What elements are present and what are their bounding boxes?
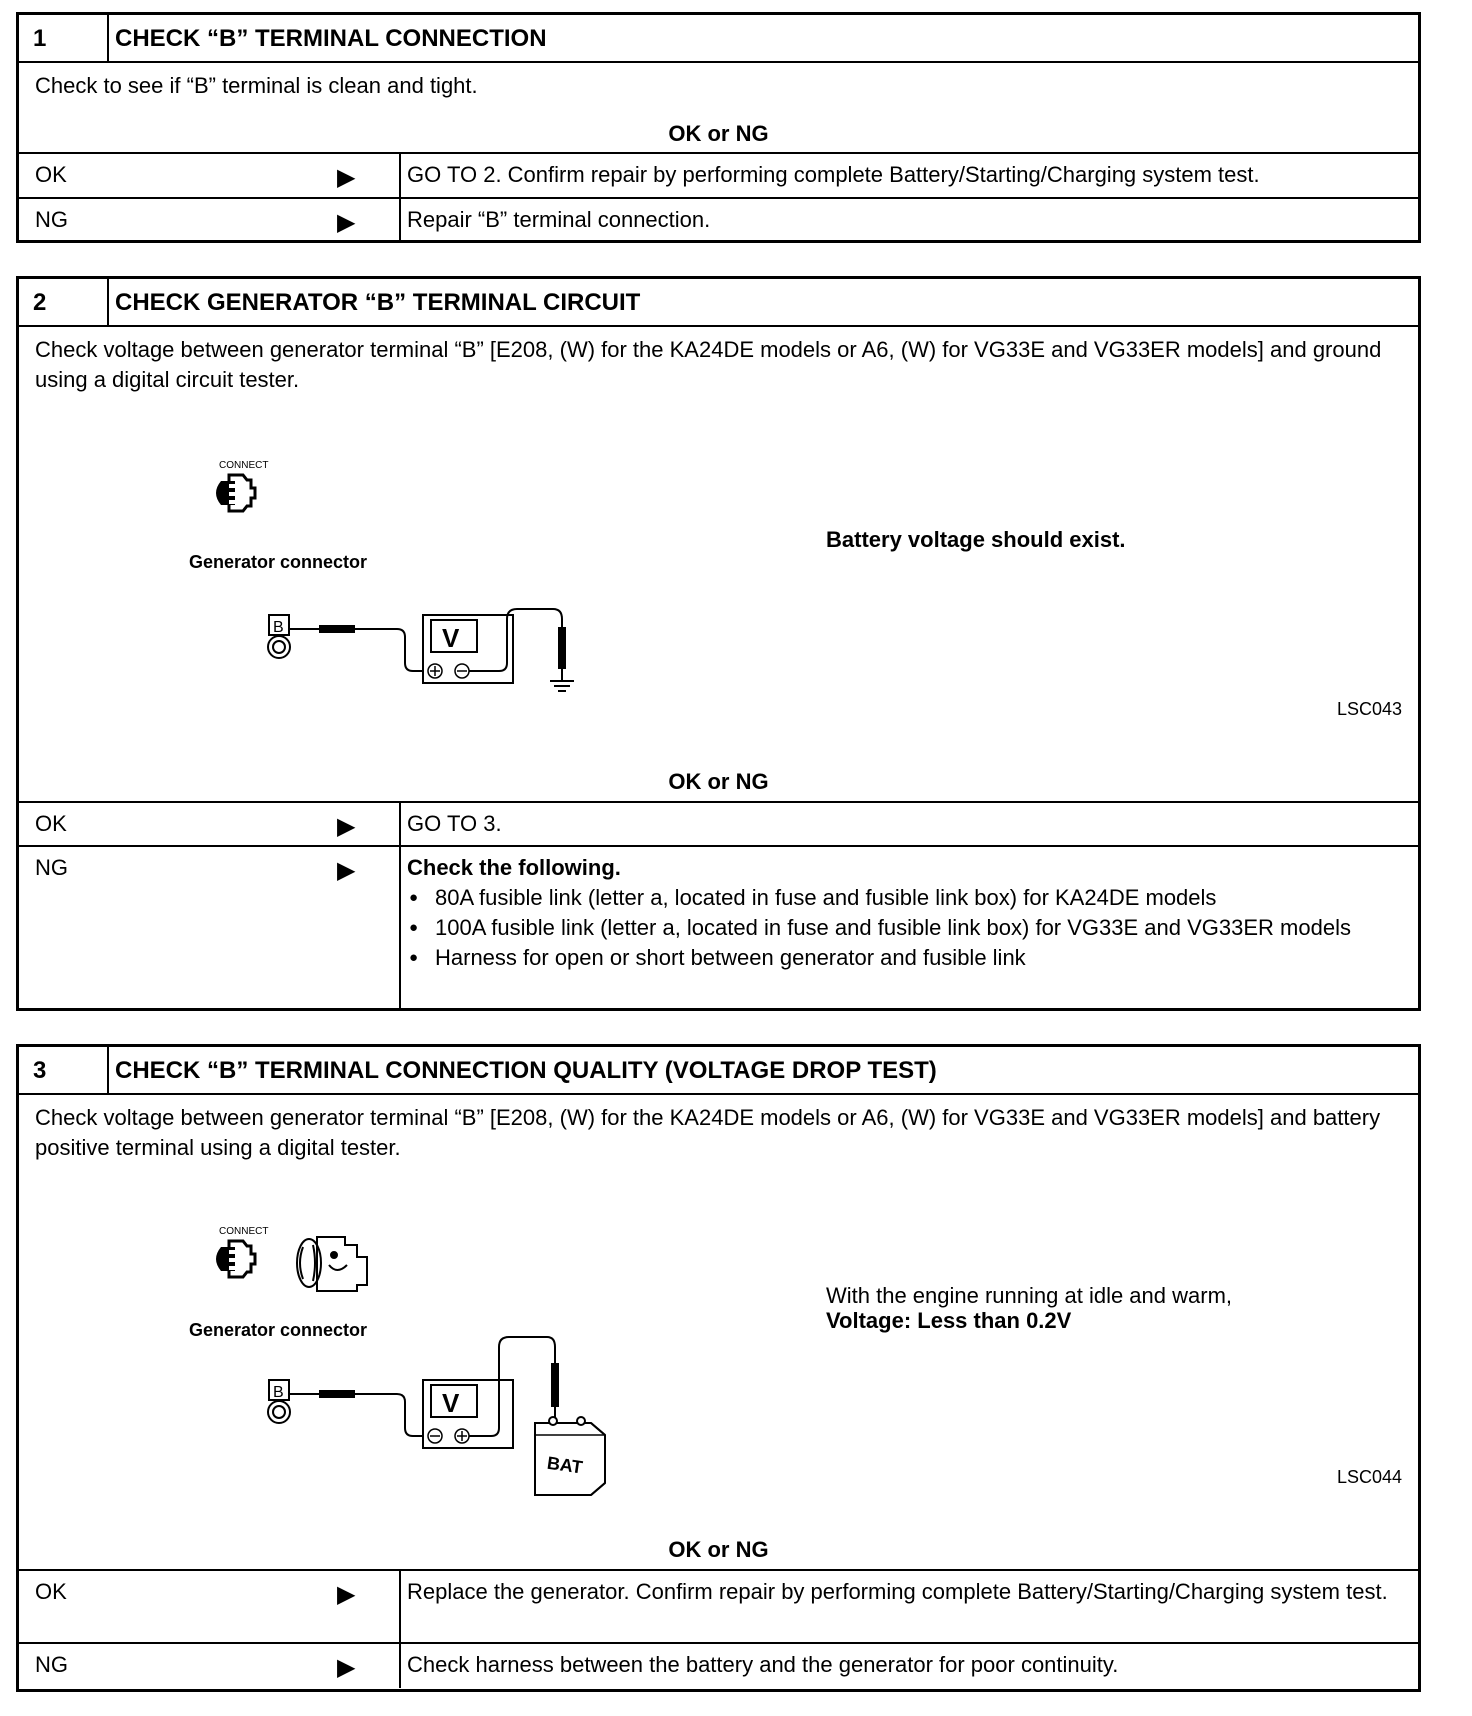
step-1-instruction: Check to see if “B” terminal is clean and tight.: [35, 73, 478, 98]
step-2-diagram: [169, 457, 619, 727]
step-3-terminal-b: B: [273, 1384, 284, 1401]
list-item: ● 80A fusible link (letter a, located in fuse and fusible link box) for KA24DE models: [407, 883, 1410, 913]
connect-label: CONNECT: [219, 1226, 269, 1237]
step-3-ok-or-ng: OK or NG: [668, 1537, 769, 1562]
step-3-number: 3: [19, 1047, 109, 1093]
step-1-number: 1: [19, 15, 109, 61]
step-2-table: [16, 276, 1421, 1011]
step-2-terminal-b: B: [273, 619, 284, 636]
step-1-body: [19, 61, 1418, 152]
step-2-ok-row: [19, 801, 1418, 845]
step-1-ok-action: GO TO 2. Confirm repair by performing complete Battery/Starting/Charging system test.: [407, 162, 1260, 187]
voltmeter-icon: [423, 615, 513, 683]
step-3-spec: Voltage: Less than 0.2V: [826, 1308, 1072, 1333]
step-2-figure-code: LSC043: [1336, 699, 1402, 719]
arrow-right-icon: ▶: [337, 1654, 356, 1681]
step-3-instruction: Check voltage between generator terminal “B” [E208, (W) for the KA24DE models or A6, (W) for VG33E and VG33ER models] and battery positive terminal using a digital tester.: [35, 1105, 1381, 1160]
connect-label: CONNECT: [219, 460, 269, 471]
step-2-title: CHECK GENERATOR “B” TERMINAL CIRCUIT: [115, 289, 641, 316]
step-2-meter-label: V: [442, 623, 460, 653]
step-2-instruction: Check voltage between generator terminal “B” [E208, (W) for the KA24DE models or A6, (W) for VG33E and VG33ER models] and ground using a digital circuit tester.: [35, 337, 1382, 392]
step-3-connector-caption: Generator connector: [189, 1320, 368, 1340]
step-3-ng-action: Check harness between the battery and the generator for poor continuity.: [407, 1652, 1119, 1677]
step-2-ng-label: NG: [35, 855, 68, 880]
arrow-right-icon: ▶: [337, 1581, 356, 1608]
step-2-result-note: Battery voltage should exist.: [826, 527, 1126, 552]
step-2-header: [19, 279, 1418, 325]
step-2-ok-label: OK: [35, 811, 67, 836]
step-3-table: [16, 1044, 1421, 1692]
step-3-body: [19, 1093, 1418, 1569]
step-2-ng-list: [407, 883, 1410, 973]
step-2-ng-action: [401, 847, 1418, 1011]
step-1-title: CHECK “B” TERMINAL CONNECTION: [115, 25, 547, 52]
arrow-right-icon: ▶: [337, 857, 356, 884]
connect-connector-icon: [216, 475, 255, 511]
step-3-figure-code: LSC044: [1336, 1467, 1402, 1487]
step-1-table: [16, 12, 1421, 243]
step-1-ok-label: OK: [35, 162, 67, 187]
ground-probe-icon: [550, 627, 574, 691]
step-3-result-block: [826, 1283, 1232, 1333]
step-3-condition: With the engine running at idle and warm,: [826, 1283, 1233, 1308]
step-1-ng-label: NG: [35, 207, 68, 232]
arrow-right-icon: ▶: [337, 813, 356, 840]
step-3-battery-label: BAT: [545, 1452, 584, 1478]
step-3-ok-action: Replace the generator. Confirm repair by performing complete Battery/Starting/Charging system test.: [407, 1579, 1388, 1604]
step-2-ng-heading: Check the following.: [407, 855, 621, 880]
step-3-diagram: [169, 1223, 629, 1523]
step-2-number: 2: [19, 279, 109, 325]
step-3-ng-label: NG: [35, 1652, 68, 1677]
step-2-ok-or-ng: OK or NG: [668, 769, 769, 794]
arrow-right-icon: ▶: [337, 209, 356, 236]
step-1-header: [19, 15, 1418, 61]
step-3-ok-label: OK: [35, 1579, 67, 1604]
step-2-body: [19, 325, 1418, 801]
step-2-ok-action: GO TO 3.: [407, 811, 502, 836]
step-2-connector-caption: Generator connector: [189, 552, 368, 572]
step-2-ng-row: [19, 845, 1418, 1011]
list-item: ● 100A fusible link (letter a, located in fuse and fusible link box) for VG33E and VG33ER models: [407, 913, 1410, 943]
step-1-ng-row: [19, 197, 1418, 240]
arrow-right-icon: ▶: [337, 164, 356, 191]
step-3-header: [19, 1047, 1418, 1093]
engine-running-icon: [297, 1237, 367, 1291]
step-3-ok-row: [19, 1569, 1418, 1642]
step-1-ok-row: [19, 152, 1418, 197]
connect-connector-icon: [216, 1241, 255, 1277]
step-1-ok-or-ng: OK or NG: [668, 121, 769, 146]
step-1-ng-action: Repair “B” terminal connection.: [407, 207, 711, 232]
list-item: ● Harness for open or short between generator and fusible link: [407, 943, 1410, 973]
step-3-title: CHECK “B” TERMINAL CONNECTION QUALITY (VOLTAGE DROP TEST): [115, 1057, 937, 1084]
step-3-ng-row: [19, 1642, 1418, 1688]
step-3-meter-label: V: [442, 1388, 460, 1418]
